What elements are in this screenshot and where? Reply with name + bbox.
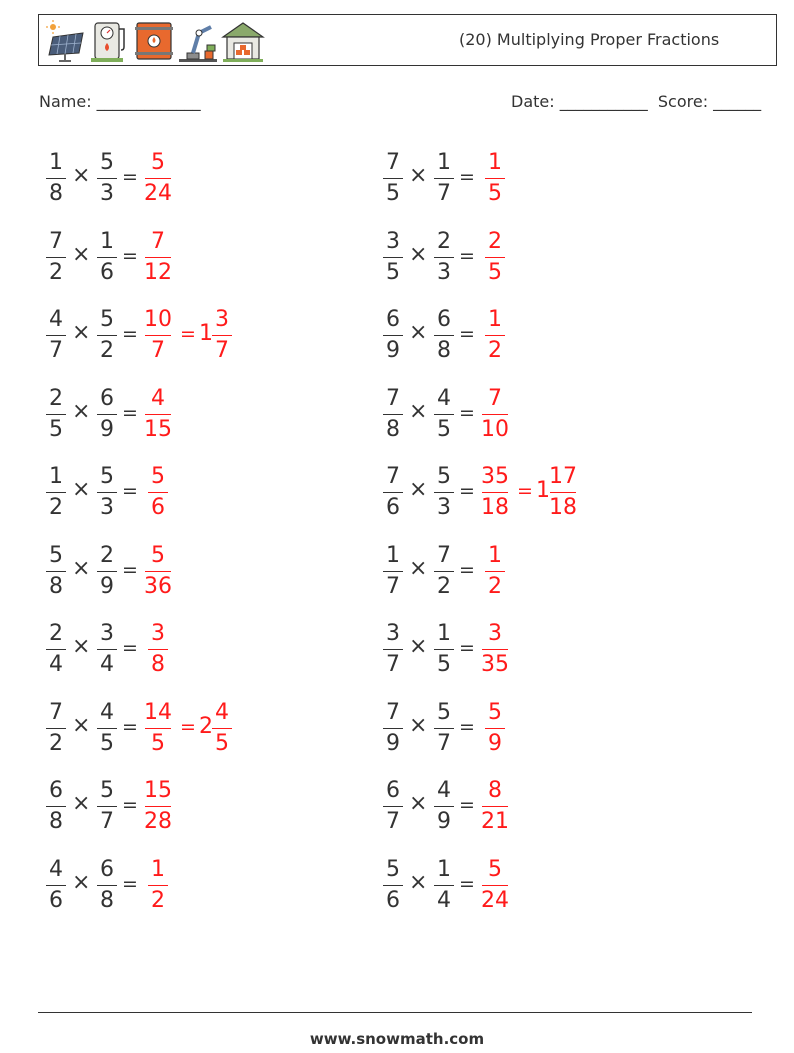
times-sign: × [72,398,91,424]
fraction-bar [97,649,117,650]
numerator: 2 [488,228,502,254]
denominator: 15 [144,416,172,442]
denominator: 9 [386,730,400,756]
fraction-bar [46,649,66,650]
fraction-bar [46,257,66,258]
fraction-bar [434,414,454,415]
denominator: 2 [437,573,451,599]
numerator: 5 [100,778,114,803]
fraction-bar [97,178,117,179]
fraction-bar [383,728,403,729]
denominator: 28 [144,809,172,834]
fraction-bar [485,335,505,336]
times-sign: × [72,555,91,581]
robot-arm-icon [177,19,219,63]
name-field: Name: _____________ [39,92,201,111]
numerator: 2 [49,385,63,411]
numerator: 5 [151,464,165,489]
fraction-bar [383,649,403,650]
denominator: 6 [386,495,400,520]
fraction-bar [97,728,117,729]
numerator: 5 [437,464,451,489]
numerator: 1 [488,150,502,175]
fraction-bar [434,649,454,650]
equals-sign: = [459,401,475,424]
equals-sign: = [122,323,138,345]
fraction-bar [97,257,117,258]
equals-sign: = [122,244,138,267]
fraction-bar [482,806,508,807]
fraction-bar [550,492,576,493]
denominator: 8 [437,338,451,363]
numerator: 7 [386,150,400,175]
numerator: 6 [100,385,114,411]
times-sign: × [409,712,428,738]
numerator: 7 [386,385,400,411]
fraction-bar [383,885,403,886]
numerator: 7 [386,699,400,725]
denominator: 18 [549,495,577,520]
fraction-bar [383,571,403,572]
numerator: 5 [49,542,63,568]
numerator: 5 [488,699,502,725]
footer-divider [38,1012,752,1013]
oil-barrel-icon [133,19,175,63]
times-sign: × [72,869,91,895]
equals-sign: = [122,715,138,738]
equals-sign: = [459,480,475,502]
denominator: 9 [437,809,451,834]
numerator: 7 [437,542,451,568]
worksheet-title: (20) Multiplying Proper Fractions [459,30,720,49]
numerator: 7 [49,228,63,254]
equals-mixed-sign: = [517,480,533,502]
equals-sign: = [459,323,475,345]
denominator: 9 [386,338,400,363]
fraction-bar [46,571,66,572]
numerator: 4 [100,699,114,725]
denominator: 4 [100,652,114,677]
times-sign: × [72,791,91,816]
equals-mixed-sign: = [180,715,196,738]
numerator: 5 [386,856,400,882]
fraction-bar [145,414,171,415]
denominator: 7 [386,652,400,677]
numerator: 4 [49,856,63,882]
denominator: 8 [100,887,114,913]
denominator: 5 [488,259,502,285]
fraction-bar [97,571,117,572]
equals-sign: = [122,166,138,188]
denominator: 6 [386,887,400,913]
numerator: 1 [488,542,502,568]
worksheet-header [38,14,777,66]
denominator: 5 [386,181,400,206]
denominator: 21 [481,809,509,834]
times-sign: × [72,163,91,188]
denominator: 36 [144,573,172,599]
fraction-bar [383,257,403,258]
mixed-whole-number: 2 [199,713,213,739]
numerator: 17 [549,464,577,489]
numerator: 6 [386,778,400,803]
fraction-bar [482,492,508,493]
numerator: 1 [437,856,451,882]
times-sign: × [72,634,91,659]
denominator: 8 [49,181,63,206]
denominator: 7 [386,573,400,599]
numerator: 1 [49,150,63,175]
numerator: 5 [151,150,165,175]
fraction-bar [97,335,117,336]
equals-sign: = [122,872,138,895]
denominator: 2 [100,338,114,363]
numerator: 4 [437,778,451,803]
fraction-bar [434,178,454,179]
fraction-bar [434,571,454,572]
denominator: 9 [488,730,502,756]
numerator: 5 [488,856,502,882]
denominator: 5 [437,416,451,442]
denominator: 3 [100,181,114,206]
numerator: 15 [144,778,172,803]
denominator: 9 [100,416,114,442]
equals-sign: = [122,794,138,816]
denominator: 5 [49,416,63,442]
numerator: 3 [386,621,400,646]
numerator: 7 [151,228,165,254]
denominator: 7 [100,809,114,834]
denominator: 35 [481,652,509,677]
numerator: 7 [488,385,502,411]
numerator: 5 [100,150,114,175]
denominator: 6 [100,259,114,285]
fraction-bar [434,335,454,336]
denominator: 7 [49,338,63,363]
fraction-bar [97,492,117,493]
numerator: 7 [386,464,400,489]
denominator: 12 [144,259,172,285]
footer-url: www.snowmath.com [309,1030,485,1048]
denominator: 3 [437,495,451,520]
solar-panel-icon [45,19,87,63]
denominator: 5 [215,730,229,756]
equals-sign: = [459,558,475,581]
denominator: 8 [49,573,63,599]
denominator: 7 [437,181,451,206]
denominator: 2 [49,495,63,520]
numerator: 14 [144,699,172,725]
fraction-bar [46,728,66,729]
numerator: 7 [49,699,63,725]
denominator: 10 [481,416,509,442]
denominator: 4 [437,887,451,913]
numerator: 6 [100,856,114,882]
times-sign: × [72,712,91,738]
denominator: 2 [488,573,502,599]
numerator: 5 [437,699,451,725]
denominator: 5 [488,181,502,206]
times-sign: × [72,477,91,502]
numerator: 5 [100,464,114,489]
fraction-bar [46,885,66,886]
numerator: 5 [151,542,165,568]
fraction-bar [145,335,171,336]
fraction-bar [145,728,171,729]
fraction-bar [434,806,454,807]
numerator: 1 [100,228,114,254]
numerator: 3 [386,228,400,254]
header-icons [45,18,265,64]
denominator: 6 [151,495,165,520]
fraction-bar [46,492,66,493]
fraction-bar [212,335,232,336]
fraction-bar [46,335,66,336]
times-sign: × [409,163,428,188]
denominator: 7 [215,338,229,363]
times-sign: × [409,477,428,502]
fraction-bar [482,649,508,650]
denominator: 5 [100,730,114,756]
numerator: 1 [437,150,451,175]
numerator: 3 [215,307,229,332]
times-sign: × [409,869,428,895]
fraction-bar [383,492,403,493]
numerator: 5 [100,307,114,332]
numerator: 1 [488,307,502,332]
mixed-whole-number: 1 [199,321,213,346]
equals-sign: = [459,794,475,816]
date-score-field: Date: ___________ Score: ______ [511,92,762,111]
times-sign: × [409,555,428,581]
times-sign: × [409,634,428,659]
denominator: 8 [151,652,165,677]
times-sign: × [72,241,91,267]
mixed-whole-number: 1 [536,478,550,503]
fraction-bar [383,178,403,179]
denominator: 2 [488,338,502,363]
equals-sign: = [459,872,475,895]
fraction-bar [482,885,508,886]
denominator: 8 [386,416,400,442]
denominator: 5 [437,652,451,677]
equals-sign: = [459,166,475,188]
warehouse-icon [221,19,265,63]
fraction-bar [46,178,66,179]
fraction-bar [148,649,168,650]
numerator: 6 [386,307,400,332]
numerator: 1 [151,856,165,882]
fraction-bar [97,414,117,415]
denominator: 3 [100,495,114,520]
numerator: 1 [49,464,63,489]
numerator: 3 [100,621,114,646]
denominator: 4 [49,652,63,677]
numerator: 1 [386,542,400,568]
fraction-bar [212,728,232,729]
numerator: 4 [437,385,451,411]
fraction-bar [145,806,171,807]
equals-sign: = [459,715,475,738]
fraction-bar [485,257,505,258]
numerator: 2 [100,542,114,568]
fraction-bar [434,492,454,493]
fuel-pump-icon [89,19,131,63]
times-sign: × [72,320,91,345]
equals-sign: = [122,480,138,502]
fraction-bar [145,571,171,572]
numerator: 4 [49,307,63,332]
denominator: 5 [386,259,400,285]
times-sign: × [409,320,428,345]
denominator: 2 [49,730,63,756]
denominator: 24 [481,887,509,913]
denominator: 5 [151,730,165,756]
fraction-bar [482,414,508,415]
numerator: 6 [49,778,63,803]
times-sign: × [409,791,428,816]
denominator: 8 [49,809,63,834]
numerator: 3 [151,621,165,646]
fraction-bar [97,806,117,807]
numerator: 35 [481,464,509,489]
fraction-bar [485,178,505,179]
numerator: 2 [437,228,451,254]
fraction-bar [148,885,168,886]
fraction-bar [145,178,171,179]
fraction-bar [383,806,403,807]
numerator: 3 [488,621,502,646]
fraction-bar [434,728,454,729]
fraction-bar [383,335,403,336]
numerator: 10 [144,307,172,332]
equals-sign: = [122,558,138,581]
denominator: 3 [437,259,451,285]
denominator: 9 [100,573,114,599]
equals-sign: = [122,637,138,659]
numerator: 4 [215,699,229,725]
denominator: 6 [49,887,63,913]
numerator: 2 [49,621,63,646]
numerator: 1 [437,621,451,646]
denominator: 2 [151,887,165,913]
denominator: 7 [386,809,400,834]
equals-sign: = [459,244,475,267]
fraction-bar [46,414,66,415]
fraction-bar [46,806,66,807]
numerator: 8 [488,778,502,803]
denominator: 24 [144,181,172,206]
numerator: 6 [437,307,451,332]
fraction-bar [383,414,403,415]
denominator: 18 [481,495,509,520]
fraction-bar [485,571,505,572]
fraction-bar [434,257,454,258]
times-sign: × [409,398,428,424]
denominator: 7 [151,338,165,363]
fraction-bar [145,257,171,258]
equals-mixed-sign: = [180,323,196,345]
denominator: 7 [437,730,451,756]
equals-sign: = [459,637,475,659]
fraction-bar [434,885,454,886]
fraction-bar [485,728,505,729]
fraction-bar [97,885,117,886]
fraction-bar [148,492,168,493]
numerator: 4 [151,385,165,411]
equals-sign: = [122,401,138,424]
times-sign: × [409,241,428,267]
denominator: 2 [49,259,63,285]
